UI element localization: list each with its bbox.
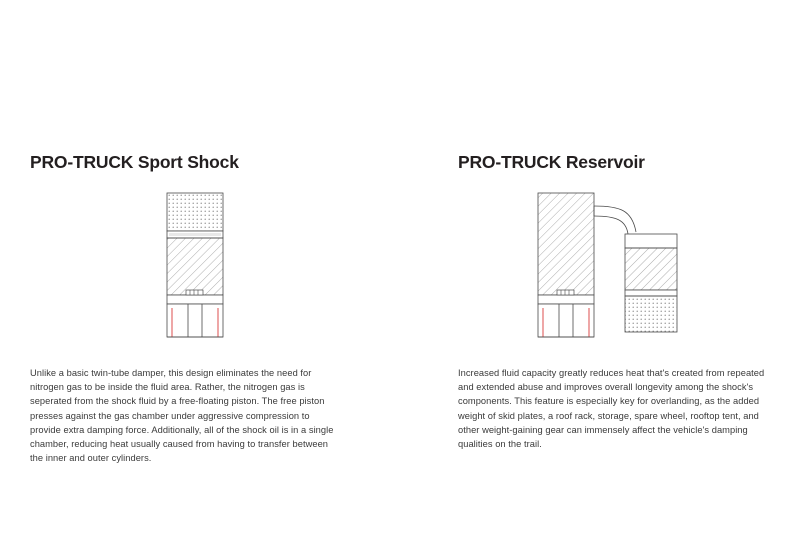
- page-title-sport-shock: PRO-TRUCK Sport Shock: [30, 152, 239, 172]
- diagram-container-reservoir: [458, 190, 798, 345]
- column-reservoir: [458, 0, 798, 534]
- body-text-reservoir: Increased fluid capacity greatly reduces heat that's created from repeated and extended abuse and improves overall longevity among the shock's components. This feature is especially key for overlanding, as the added weight of skid plates, a roof rack, storage, spare wheel, rooftop tent, and other weight-gaining gear can immensely affect the vehicle's damping qualities on the trail.: [458, 368, 765, 450]
- page-title-reservoir: PRO-TRUCK Reservoir: [458, 152, 645, 172]
- column-sport-shock: [30, 0, 370, 534]
- sport-shock-cutaway-diagram: [140, 190, 260, 340]
- body-text-sport-shock: Unlike a basic twin-tube damper, this design eliminates the need for nitrogen gas to be inside the fluid area. Rather, the nitrogen gas is seperated from the shock fluid by a free-floating piston. The free piston presses against the gas chamber under aggressive compression to provide extra damping force. Additionally, all of the shock oil is in a single chamber, reducing heat usually caused from having to transfer between the inner and outer cylinders.: [30, 368, 334, 464]
- diagram-container-sport-shock: [30, 190, 370, 345]
- reservoir-shock-cutaway-diagram: [520, 190, 710, 340]
